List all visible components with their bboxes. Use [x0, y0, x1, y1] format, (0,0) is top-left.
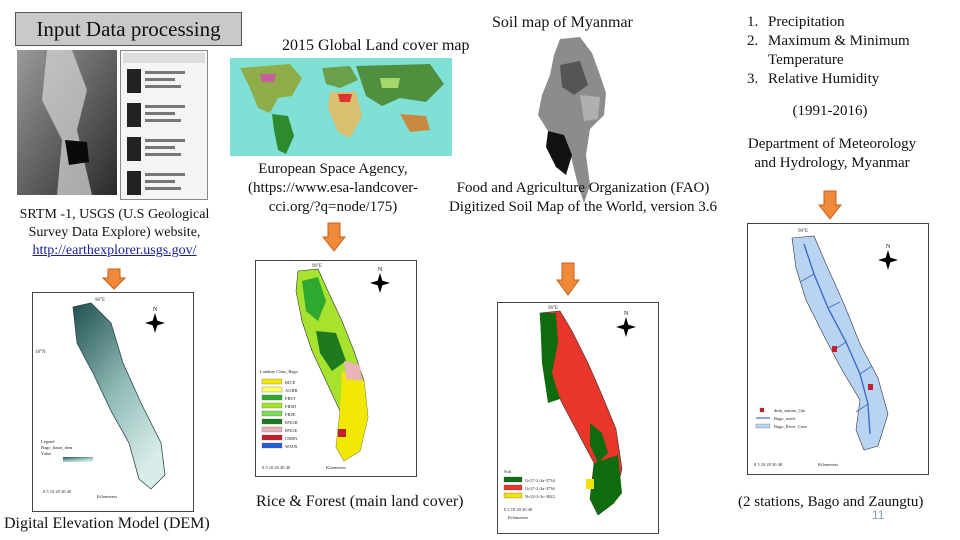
soil-legend-title: Soil — [504, 469, 512, 474]
soil-legend-swatch — [504, 493, 522, 498]
north-arrow-icon — [616, 311, 636, 337]
soil-source: Food and Agriculture Organization (FAO) Digitized Soil Map of the World, version 3.6 — [448, 180, 718, 215]
north-label: N — [886, 244, 891, 250]
soil-lon-label: 96°E — [548, 306, 559, 311]
landcover-map — [255, 260, 417, 477]
landcover-legend-swatch — [262, 411, 282, 416]
landcover-legend-swatch — [262, 419, 282, 424]
landcover-legend-swatch — [262, 387, 282, 392]
landcover-legend-label: RNGE — [285, 428, 298, 433]
dem-map — [32, 292, 194, 512]
weather-source: Department of Meteorology and Hydrology, Myanmar — [747, 136, 917, 171]
soil-legend-swatch — [504, 485, 522, 490]
dem-scale-unit: Kilometers — [97, 494, 117, 499]
dem-tool-panel — [120, 50, 208, 200]
soil-scale-bar: 0 5 10 20 30 40 — [504, 507, 533, 512]
station-legend — [756, 408, 807, 429]
landcover-legend-swatch — [262, 435, 282, 440]
world-landcover-map — [230, 58, 452, 156]
station-scale-bar: 0 5 10 20 30 40 — [754, 462, 783, 467]
dem-source-link[interactable]: http://earthexplorer.usgs.gov/ — [32, 243, 197, 258]
dem-lat-label: 18°N — [35, 350, 46, 355]
dem-lon-label: 96°E — [95, 298, 106, 303]
soil-legend-label: Nc32-2-3c-3822 — [525, 494, 555, 499]
landcover-legend-label: FRSD — [285, 404, 297, 409]
weather-variable: 1. Precipitation — [762, 13, 946, 32]
dem-legend-subtitle: Bago_basin_dem — [41, 445, 73, 450]
north-arrow-icon — [878, 244, 898, 270]
arrow-down-icon — [102, 268, 126, 290]
landcover-lon-label: 96°E — [312, 264, 323, 269]
dem-scale-bar: 0 5 10 20 30 40 — [43, 489, 72, 494]
dem-legend-value: Value — [41, 451, 52, 456]
station-map — [747, 223, 929, 475]
station-scale-unit: Kilometers — [818, 462, 838, 467]
arrow-down-icon — [818, 190, 842, 220]
soil-title: Soil map of Myanmar — [492, 14, 633, 31]
dem-caption: Digital Elevation Model (DEM) — [4, 515, 210, 532]
landcover-legend-label: RICE — [285, 380, 296, 385]
landcover-legend-label: WATR — [285, 444, 298, 449]
landcover-legend — [262, 379, 298, 449]
landcover-legend-swatch — [262, 443, 282, 448]
station-marker-icon — [832, 346, 837, 352]
dem-source-text — [2, 206, 227, 260]
station-marker-icon — [868, 384, 873, 390]
landcover-caption: Rice & Forest (main land cover) — [256, 493, 464, 510]
landcover-legend-label: URBN — [285, 436, 298, 441]
station-legend-symbol — [756, 424, 770, 428]
north-label: N — [378, 267, 383, 273]
landcover-legend-swatch — [262, 395, 282, 400]
weather-variable-list — [736, 13, 946, 89]
north-label: N — [153, 307, 158, 313]
arrow-down-icon — [556, 262, 580, 296]
weather-variable: 2. Maximum & Minimum Temperature — [762, 32, 946, 70]
landcover-legend-label: FRSE — [285, 412, 296, 417]
soil-legend — [504, 477, 555, 499]
soil-legend-swatch — [504, 477, 522, 482]
soil-legend-label: Gc37-2-3a-3736 — [525, 486, 555, 491]
soil-scale-unit: Kilometers — [508, 515, 528, 520]
station-legend-label: Bago_reach — [774, 416, 796, 421]
landcover-legend-swatch — [262, 427, 282, 432]
landcover-legend-swatch — [262, 379, 282, 384]
weather-variable: 3. Relative Humidity — [762, 70, 946, 89]
dem-legend — [41, 439, 93, 462]
landcover-scale-bar: 0 5 10 20 30 40 — [262, 465, 291, 470]
station-legend-label: dmh_station_Glo — [774, 408, 806, 413]
slide-title: Input Data processing — [15, 12, 242, 46]
soil-legend-label: Gc37-2-3a-3734 — [525, 478, 555, 483]
dem-legend-title: Legend — [41, 439, 55, 444]
landcover-title: 2015 Global Land cover map — [282, 37, 470, 54]
landcover-legend-label: FRST — [285, 396, 296, 401]
north-label: N — [624, 311, 629, 317]
station-legend-label: Bago_River_Case — [774, 424, 807, 429]
soil-map — [497, 302, 659, 534]
arrow-down-icon — [322, 222, 346, 252]
landcover-legend-label: RNGB — [285, 420, 298, 425]
weather-period: (1991-2016) — [792, 103, 868, 119]
landcover-legend-title: Landuse Class_Bago — [260, 369, 298, 374]
dem-source: SRTM -1, USGS (U.S Geological Survey Data Explore) website, — [19, 207, 210, 240]
station-lon-label: 96°E — [798, 229, 809, 234]
landcover-scale-unit: Kilometers — [326, 465, 346, 470]
landcover-legend-swatch — [262, 403, 282, 408]
landcover-legend-label: AGRR — [285, 388, 298, 393]
station-legend-symbol — [760, 408, 764, 412]
north-arrow-icon — [145, 307, 165, 333]
north-arrow-icon — [370, 267, 390, 293]
page-number: 11 — [872, 508, 885, 522]
landcover-source: European Space Agency, (https://www.esa-landcover-cci.org/?q=node/175) — [248, 161, 418, 215]
weather-caption: (2 stations, Bago and Zaungtu) — [738, 494, 924, 510]
dem-raw-thumbnail — [17, 50, 117, 195]
